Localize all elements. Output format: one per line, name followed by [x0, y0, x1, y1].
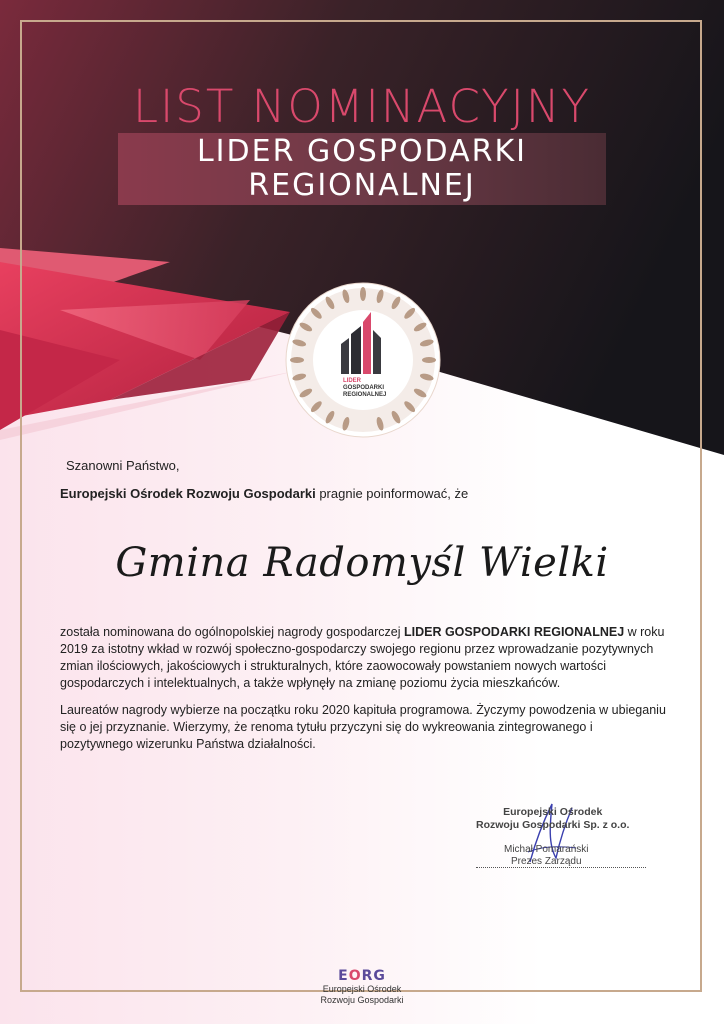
- award-seal-logo: [285, 282, 441, 438]
- eorg-logo-mark: [300, 968, 424, 984]
- intro-rest: pragnie poinformować, że: [315, 486, 469, 501]
- seal-text-line1: LIDER: [343, 378, 361, 384]
- signature-line: [476, 867, 646, 868]
- signature-organization: [476, 806, 629, 832]
- award-name-inline: LIDER GOSPODARKI REGIONALNEJ: [403, 625, 625, 639]
- sender-name: Europejski Ośrodek Rozwoju Gospodarki: [60, 486, 316, 501]
- footer-logo: [300, 968, 424, 1006]
- logo-letters-rg: RG: [361, 968, 386, 984]
- salutation: Szanowni Państwo,: [66, 458, 180, 473]
- seal-text-line2: GOSPODARKI: [343, 385, 385, 391]
- logo-letter-e: E: [338, 968, 349, 984]
- p1-text-after: w roku 2019 za istotny wkład w rozwój społeczno-gospodarczy swojego regionu przez wprowadzanie pozytywnych zmian ilościowych, jakościowych i strukturalnych, które zaowocowały powstaniem nowych wartości gospodarczych i intelektualnych, a także wpłynęły na zmianę poziomu życia mieszkańców.: [60, 625, 665, 690]
- footer-logo-line1: Europejski Ośrodek: [322, 984, 402, 994]
- signatory-name: Michał Pomarański: [504, 844, 589, 855]
- footer-logo-line2: Rozwoju Gospodarki: [320, 995, 404, 1005]
- document-title: LIST NOMINACYJNY: [132, 80, 592, 133]
- award-title-line1: LIDER GOSPODARKI: [196, 134, 528, 169]
- seal-text-line3: REGIONALNEJ: [343, 392, 387, 398]
- nomination-paragraph: [60, 624, 666, 692]
- p1-text-before: została nominowana do ogólnopolskiej nagrody gospodarczej: [60, 625, 404, 639]
- signature-org-line2: Rozwoju Gospodarki Sp. z o.o.: [476, 819, 630, 831]
- award-title-box: [118, 133, 606, 205]
- signatory-role: Prezes Zarządu: [510, 856, 582, 867]
- signature-person: [504, 844, 588, 868]
- recipient-name: Gmina Radomyśl Wielki: [115, 540, 609, 586]
- signature-org-line1: Europejski Ośrodek: [503, 806, 603, 818]
- signature-block: [430, 800, 660, 880]
- intro-sentence: [60, 486, 468, 501]
- award-title-line2: REGIONALNEJ: [248, 168, 476, 203]
- laureates-paragraph: Laureatów nagrody wybierze na początku roku 2020 kapituła programowa. Życzymy powodzenia w ubieganiu się o jej przyznanie. Wierzymy, że renoma tytułu przyczyni się do wykreowania zintegrowanego i pozytywnego wizerunku Państwa działalności.: [60, 703, 666, 751]
- logo-letter-o: O: [348, 968, 362, 984]
